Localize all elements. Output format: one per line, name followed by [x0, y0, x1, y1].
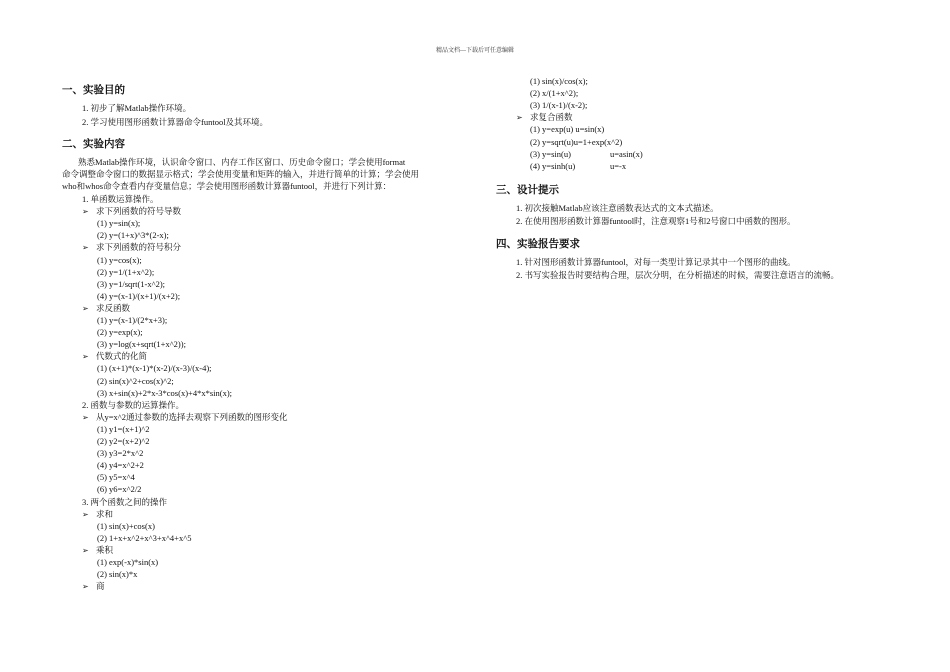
bullet-text: 代数式的化简	[96, 351, 148, 362]
bullet-text: 求和	[96, 508, 114, 519]
hint-item: 1. 初次接触Matlab应该注意函数表达式的文本式描述。	[516, 203, 719, 213]
bullet-text: 乘积	[96, 544, 114, 555]
arrow-bullet-icon: ➢	[82, 509, 89, 519]
numbered-item: 1. 单函数运算操作。	[82, 194, 159, 204]
sub-item: (2) x/(1+x^2);	[530, 88, 579, 99]
sub-item: (6) y6=x^2/2	[97, 484, 142, 495]
sub-item-expr-secondary: u=asin(x)	[610, 148, 643, 159]
sub-item: (4) y=(x-1)/(x+1)/(x+2);	[97, 290, 181, 301]
bullet-item	[82, 242, 181, 253]
sub-item: (3) y=1/sqrt(1-x^2);	[97, 278, 166, 289]
sub-item: (5) y5=x^4	[97, 472, 135, 483]
sub-item: (2) sin(x)^2+cos(x)^2;	[97, 375, 174, 386]
sub-item: (3) 1/(x-1)/(x-2);	[530, 100, 588, 111]
sub-item	[530, 161, 626, 171]
bullet-item	[516, 112, 573, 123]
arrow-bullet-icon: ➢	[82, 352, 89, 362]
bullet-text: 求反函数	[96, 302, 131, 313]
goal-item: 1. 初步了解Matlab操作环境。	[82, 103, 192, 113]
header-note: 精品文档—下载后可任意编辑	[435, 48, 514, 54]
sub-item: (3) x+sin(x)+2*x-3*cos(x)+4*x*sin(x);	[97, 387, 233, 398]
bullet-text: 求复合函数	[530, 112, 573, 123]
sub-item: (1) exp(-x)*sin(x)	[97, 557, 159, 567]
arrow-bullet-icon: ➢	[82, 582, 89, 592]
bullet-item	[82, 509, 113, 520]
bullet-text: 商	[96, 581, 105, 592]
arrow-bullet-icon: ➢	[82, 303, 89, 313]
sub-item: (1) y=(x-1)/(2*x+3);	[97, 315, 168, 325]
sub-item: (1) sin(x)/cos(x);	[530, 76, 588, 86]
bullet-item	[82, 581, 105, 592]
sub-item: (4) y4=x^2+2	[97, 460, 144, 471]
sub-item-expr: (3) y=sin(u)	[530, 148, 571, 159]
bullet-item	[82, 545, 113, 556]
numbered-item: 2. 函数与参数的运算操作。	[82, 399, 185, 410]
bullet-item	[82, 303, 130, 314]
bullet-text: 求下列函数的符号导数	[96, 206, 182, 217]
intro-line: 熟悉Matlab操作环境，认识命令窗口、内存工作区窗口、历史命令窗口；学会使用format	[78, 157, 406, 167]
bullet-text: 从y=x^2通过参数的选择去观察下列函数的图形变化	[96, 411, 288, 422]
report-requirement: 2. 书写实验报告时要结构合理，层次分明，在分析描述的时候，需要注意语言的流畅。	[516, 270, 840, 280]
sub-item: (1) y=cos(x);	[97, 254, 142, 265]
sub-item: (2) y=sqrt(u)u=1+exp(x^2)	[530, 136, 623, 147]
intro-paragraph	[62, 156, 462, 192]
arrow-bullet-icon: ➢	[82, 207, 89, 217]
sub-item-expr-secondary: u=-x	[610, 160, 627, 171]
section-title-report: 四、实验报告要求	[496, 238, 580, 250]
section-title-hints: 三、设计提示	[496, 184, 559, 196]
sub-item: (2) 1+x+x^2+x^3+x^4+x^5	[97, 532, 192, 543]
arrow-bullet-icon: ➢	[82, 412, 89, 422]
hint-item: 2. 在使用图形函数计算器funtool时，注意观察1号和2号窗口中函数的图形。	[516, 216, 796, 226]
sub-item: (1) sin(x)+cos(x)	[97, 520, 155, 531]
report-requirement: 1. 针对图形函数计算器funtool，对每一类型计算记录其中一个图形的曲线。	[516, 257, 796, 267]
numbered-item: 3. 两个函数之间的操作	[82, 496, 168, 507]
sub-item: (2) y=(1+x)^3*(2-x);	[97, 230, 169, 241]
sub-item: (1) y1=(x+1)^2	[97, 423, 150, 434]
sub-item: (1) y=exp(u) u=sin(x)	[530, 124, 605, 135]
bullet-text: 求下列函数的符号积分	[96, 242, 182, 253]
sub-item: (3) y=log(x+sqrt(1+x^2));	[97, 339, 186, 350]
bullet-item	[82, 351, 147, 362]
sub-item: (2) y=1/(1+x^2);	[97, 266, 155, 277]
section-title-objective: 一、实验目的	[62, 84, 125, 96]
sub-item: (2) y2=(x+2)^2	[97, 436, 150, 446]
section-title-content: 二、实验内容	[62, 138, 125, 150]
bullet-item	[82, 206, 181, 217]
goal-item: 2. 学习使用图形函数计算器命令funtool及其环境。	[82, 117, 269, 127]
arrow-bullet-icon: ➢	[82, 243, 89, 253]
sub-item: (1) y=sin(x);	[97, 218, 141, 229]
arrow-bullet-icon: ➢	[82, 545, 89, 555]
sub-item: (1) (x+1)*(x-1)*(x-2)/(x-3)/(x-4);	[97, 363, 212, 374]
sub-item: (3) y3=2*x^2	[97, 448, 144, 459]
bullet-item	[82, 412, 288, 423]
intro-line: 命令调整命令窗口的数据显示格式；学会使用变量和矩阵的输入，并进行简单的计算；学会使用	[62, 169, 420, 179]
intro-line: who和whos命令查看内存变量信息；学会使用图形函数计算器funtool，并进行下列计算：	[62, 181, 392, 191]
sub-item-expr: (4) y=sinh(u)	[530, 160, 576, 171]
sub-item	[530, 149, 643, 159]
sub-item: (2) sin(x)*x	[97, 569, 138, 580]
sub-item: (2) y=exp(x);	[97, 327, 143, 338]
arrow-bullet-icon: ➢	[516, 113, 523, 123]
